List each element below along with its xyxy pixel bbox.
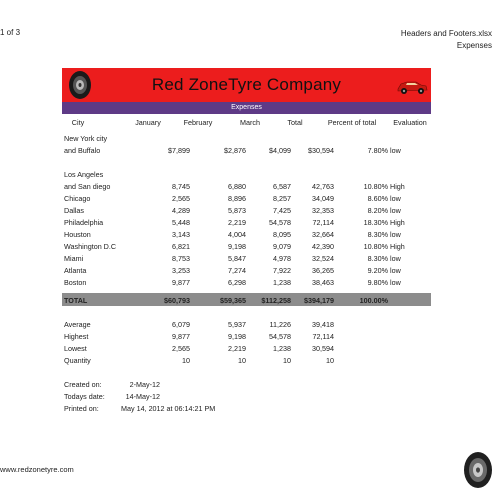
evaluation: low	[390, 194, 401, 203]
evaluation: High	[390, 242, 405, 251]
table-cell-jan: 6,821	[172, 242, 190, 251]
table-cell-feb: 8,896	[228, 194, 246, 203]
city-name: Boston	[64, 278, 87, 287]
table-cell-feb: 5,873	[228, 206, 246, 215]
table-cell-jan: 9,877	[172, 278, 190, 287]
stat-feb: 9,198	[228, 332, 246, 341]
table-cell-mar: $4,099	[269, 146, 291, 155]
table-cell-pct: 8.30%	[367, 254, 388, 263]
table-cell-jan: 8,745	[172, 182, 190, 191]
tire-icon	[65, 70, 95, 100]
table-cell-total: 32,664	[312, 230, 334, 239]
table-cell-total: $30,594	[308, 146, 334, 155]
expenses-subtitle-bar: Expenses	[62, 102, 431, 114]
table-cell-feb: 9,198	[228, 242, 246, 251]
total-feb: $59,365	[220, 296, 246, 305]
total-total: $394,179	[304, 296, 334, 305]
company-title: Red ZoneTyre Company	[151, 75, 342, 94]
tire-icon	[461, 451, 495, 489]
table-cell-pct: 10.80%	[363, 242, 388, 251]
table-cell-feb: 5,847	[228, 254, 246, 263]
stat-feb: 10	[238, 356, 246, 365]
table-cell-jan: 3,143	[172, 230, 190, 239]
red-car-icon	[396, 76, 428, 96]
stat-jan: 10	[182, 356, 190, 365]
evaluation: High	[390, 182, 405, 191]
stat-total: 72,114	[312, 332, 334, 341]
printed-value: May 14, 2012 at 06:14:21 PM	[121, 404, 216, 413]
page-number: 1 of 3	[0, 28, 21, 37]
city-name: Los Angeles	[64, 170, 104, 179]
stat-total: 10	[326, 356, 334, 365]
column-header: February	[183, 118, 213, 127]
file-name: Headers and Footers.xlsx	[400, 29, 492, 38]
column-header: Evaluation	[393, 118, 427, 127]
company-banner	[62, 68, 431, 102]
table-cell-feb: 7,274	[228, 266, 246, 275]
stat-label: Quantity	[64, 356, 91, 365]
city-name: New York city	[64, 134, 108, 143]
printed-label: Printed on:	[64, 404, 99, 413]
stat-feb: 2,219	[228, 344, 246, 353]
column-header: March	[240, 118, 260, 127]
footer-url: www.redzonetyre.com	[0, 465, 74, 474]
table-cell-jan: 4,289	[172, 206, 190, 215]
today-label: Todays date:	[64, 392, 105, 401]
total-label: TOTAL	[64, 296, 88, 305]
table-cell-pct: 7.80%	[367, 146, 388, 155]
evaluation: low	[390, 266, 401, 275]
table-cell-mar: 8,095	[273, 230, 291, 239]
table-cell-pct: 8.20%	[367, 206, 388, 215]
table-cell-mar: 6,587	[273, 182, 291, 191]
city-name: Miami	[64, 254, 84, 263]
column-header: Total	[287, 118, 303, 127]
table-cell-total: 42,763	[312, 182, 334, 191]
table-cell-total: 32,353	[312, 206, 334, 215]
city-name: and San diego	[64, 182, 111, 191]
evaluation: low	[390, 278, 401, 287]
table-cell-total: 72,114	[312, 218, 334, 227]
total-pct: 100.00%	[359, 296, 388, 305]
table-cell-mar: 9,079	[273, 242, 291, 251]
total-jan: $60,793	[164, 296, 190, 305]
table-cell-feb: $2,876	[224, 146, 246, 155]
total-mar: $112,258	[261, 296, 291, 305]
city-name: Chicago	[64, 194, 91, 203]
table-cell-pct: 9.20%	[367, 266, 388, 275]
table-cell-jan: 3,253	[172, 266, 190, 275]
stat-feb: 5,937	[228, 320, 246, 329]
city-name: Atlanta	[64, 266, 87, 275]
table-cell-total: 38,463	[312, 278, 334, 287]
today-value: 14-May-12	[125, 392, 160, 401]
evaluation: High	[390, 218, 405, 227]
stat-mar: 10	[283, 356, 291, 365]
city-name: Washington D.C	[64, 242, 117, 251]
table-cell-feb: 6,880	[228, 182, 246, 191]
table-cell-total: 36,265	[312, 266, 334, 275]
table-cell-jan: 5,448	[172, 218, 190, 227]
stat-mar: 1,238	[273, 344, 291, 353]
table-cell-pct: 8.30%	[367, 230, 388, 239]
stat-label: Highest	[64, 332, 89, 341]
stat-mar: 11,226	[269, 320, 291, 329]
table-cell-jan: 8,753	[172, 254, 190, 263]
table-cell-total: 34,049	[312, 194, 334, 203]
table-cell-total: 32,524	[312, 254, 334, 263]
table-cell-mar: 1,238	[273, 278, 291, 287]
table-cell-jan: 2,565	[172, 194, 190, 203]
table-cell-mar: 7,425	[273, 206, 291, 215]
sheet-name: Expenses	[456, 41, 492, 50]
stat-jan: 2,565	[172, 344, 190, 353]
table-cell-mar: 8,257	[273, 194, 291, 203]
column-header: City	[71, 118, 85, 127]
city-name: Dallas	[64, 206, 84, 215]
table-cell-pct: 9.80%	[367, 278, 388, 287]
table-cell-mar: 54,578	[269, 218, 291, 227]
stat-jan: 9,877	[172, 332, 190, 341]
evaluation: low	[390, 146, 401, 155]
stat-mar: 54,578	[269, 332, 291, 341]
stat-label: Lowest	[64, 344, 87, 353]
evaluation: low	[390, 206, 401, 215]
stat-label: Average	[64, 320, 91, 329]
evaluation: low	[390, 230, 401, 239]
table-cell-pct: 10.80%	[363, 182, 388, 191]
table-cell-feb: 4,004	[228, 230, 246, 239]
stat-total: 30,594	[312, 344, 334, 353]
table-cell-mar: 7,922	[273, 266, 291, 275]
created-value: 2-May-12	[129, 380, 160, 389]
evaluation: low	[390, 254, 401, 263]
table-cell-feb: 2,219	[228, 218, 246, 227]
header-right	[401, 28, 492, 52]
city-name: and Buffalo	[64, 146, 101, 155]
table-cell-mar: 4,978	[273, 254, 291, 263]
column-header: January	[135, 118, 161, 127]
created-label: Created on:	[64, 380, 102, 389]
table-cell-total: 42,390	[312, 242, 334, 251]
stat-jan: 6,079	[172, 320, 190, 329]
table-cell-jan: $7,899	[168, 146, 190, 155]
table-cell-pct: 8.60%	[367, 194, 388, 203]
table-cell-feb: 6,298	[228, 278, 246, 287]
column-header: Percent of total	[327, 118, 377, 127]
table-cell-pct: 18.30%	[363, 218, 388, 227]
city-name: Philadelphia	[64, 218, 104, 227]
city-name: Houston	[64, 230, 91, 239]
stat-total: 39,418	[312, 320, 334, 329]
